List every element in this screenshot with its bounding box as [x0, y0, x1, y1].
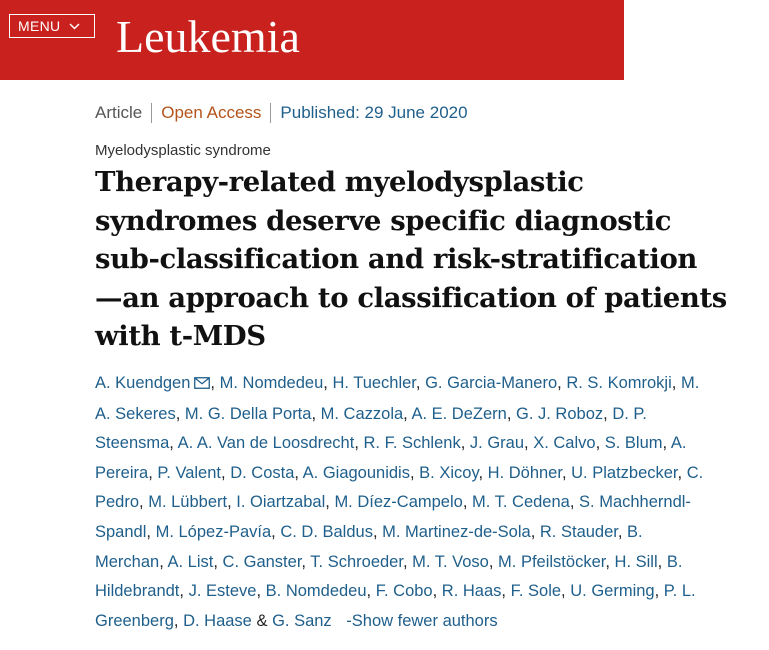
author-link[interactable]: J. Grau	[469, 434, 525, 453]
author-link[interactable]: A. E. DeZern	[411, 404, 507, 423]
author-link[interactable]: M. Pfeilstöcker	[498, 552, 606, 571]
author-link[interactable]: Pedro	[95, 493, 140, 512]
author-link[interactable]: A.	[670, 434, 687, 453]
author-link[interactable]: M. Nomdedeu	[219, 374, 324, 392]
author-link[interactable]: I. Oiartzabal	[236, 493, 326, 512]
author-link[interactable]: R. F. Schlenk	[363, 434, 461, 453]
author-line: Greenberg, D. Haase & G. Sanz -Show fewer authors	[95, 611, 498, 630]
author-link[interactable]: B. Nomdedeu	[265, 582, 367, 601]
author-link[interactable]: H. Döhner	[487, 463, 562, 482]
author-link[interactable]: F. Cobo	[375, 582, 433, 601]
author-link[interactable]: U. Platzbecker	[571, 463, 678, 482]
author-line: Spandl, M. López-Pavía, C. D. Baldus, M. Martinez-de-Sola, R. Stauder, B.	[95, 522, 643, 541]
author-link[interactable]: A. Kuendgen	[95, 374, 191, 392]
author-line: Pereira, P. Valent, D. Costa, A. Giagounidis, B. Xicoy, H. Döhner, U. Platzbecker, C.	[95, 463, 704, 482]
author-link[interactable]: H. Sill	[614, 552, 658, 571]
author-link[interactable]: M. Lübbert	[148, 493, 228, 512]
author-list	[95, 369, 745, 636]
subject-label[interactable]: Myelodysplastic syndrome	[95, 142, 271, 159]
author-link[interactable]: M. T. Cedena	[472, 493, 570, 512]
author-link[interactable]: R. S. Komrokji	[566, 374, 672, 392]
author-link[interactable]: A. A. Van de Loosdrecht	[177, 434, 355, 453]
author-link[interactable]: Hildebrandt	[95, 582, 180, 601]
title-line: with t-MDS	[95, 320, 266, 352]
author-line: Steensma, A. A. Van de Loosdrecht, R. F. Schlenk, J. Grau, X. Calvo, S. Blum, A.	[95, 434, 687, 453]
author-link[interactable]: D. Costa	[230, 463, 295, 482]
show-fewer-authors-link[interactable]: -Show fewer authors	[346, 611, 498, 630]
article-type: Article	[95, 103, 143, 122]
menu-label: MENU	[18, 18, 61, 34]
author-link[interactable]: P. Valent	[157, 463, 221, 482]
ampersand: &	[256, 611, 268, 630]
author-line: Merchan, A. List, C. Ganster, T. Schroeder, M. T. Voso, M. Pfeilstöcker, H. Sill, B.	[95, 552, 683, 571]
author-link[interactable]: M. Díez-Campelo	[334, 493, 463, 512]
article-meta	[95, 101, 468, 125]
author-link[interactable]: S. Machherndl-	[579, 493, 691, 512]
author-link[interactable]: T. Schroeder	[310, 552, 403, 571]
author-link[interactable]: Steensma	[95, 434, 170, 453]
author-link[interactable]: A. Giagounidis	[302, 463, 410, 482]
author-link[interactable]: M. Cazzola	[320, 404, 404, 423]
article-title	[95, 163, 755, 356]
published-date: Published: 29 June 2020	[280, 103, 468, 122]
author-link[interactable]: H. Tuechler	[332, 374, 416, 392]
chevron-down-icon	[69, 23, 80, 30]
author-link[interactable]: G. Garcia-Manero	[425, 374, 558, 392]
title-line: sub-classification and risk-stratification	[95, 243, 697, 275]
meta-divider	[270, 103, 271, 123]
author-link[interactable]: A. Sekeres	[95, 404, 176, 423]
title-line: syndromes deserve specific diagnostic	[95, 204, 672, 237]
author-link[interactable]: Greenberg	[95, 611, 174, 630]
author-link[interactable]: C.	[686, 463, 704, 482]
author-link[interactable]: C. Ganster	[222, 552, 302, 571]
author-link[interactable]: B.	[627, 522, 643, 541]
title-line: Therapy-related myelodysplastic	[95, 166, 584, 198]
author-link[interactable]: A. List	[167, 552, 214, 571]
author-link[interactable]: M. G. Della Porta	[184, 404, 312, 423]
mail-icon[interactable]	[194, 370, 210, 400]
author-link[interactable]: P. L.	[663, 582, 696, 601]
title-line: —an approach to classification of patients	[95, 281, 727, 314]
author-link[interactable]: Pereira	[95, 463, 149, 482]
author-link[interactable]: G. Sanz	[272, 611, 332, 630]
author-link[interactable]: B. Xicoy	[419, 463, 479, 482]
meta-divider	[151, 103, 152, 123]
author-link[interactable]: X. Calvo	[533, 434, 596, 453]
author-link[interactable]: G. J. Roboz	[516, 404, 604, 423]
author-line: Hildebrandt, J. Esteve, B. Nomdedeu, F. Cobo, R. Haas, F. Sole, U. Germing, P. L.	[95, 582, 696, 601]
author-link[interactable]: U. Germing	[570, 582, 655, 601]
author-line: A. Kuendgen , M. Nomdedeu, H. Tuechler, G. Garcia-Manero, R. S. Komrokji, M.	[95, 369, 745, 400]
journal-header	[0, 0, 624, 80]
open-access-badge: Open Access	[161, 103, 262, 122]
author-link[interactable]: D. P.	[612, 404, 647, 423]
author-link[interactable]: B.	[666, 552, 683, 571]
author-link[interactable]: M. López-Pavía	[155, 522, 272, 541]
author-line: Pedro, M. Lübbert, I. Oiartzabal, M. Díez-Campelo, M. T. Cedena, S. Machherndl-	[95, 493, 691, 512]
menu-button[interactable]	[9, 14, 95, 38]
author-link[interactable]: M. T. Voso	[412, 552, 489, 571]
author-link[interactable]: S. Blum	[604, 434, 663, 453]
journal-logo-text[interactable]: Leukemia	[116, 11, 300, 62]
author-link[interactable]: M. Martinez-de-Sola	[382, 522, 531, 541]
author-link[interactable]: C. D. Baldus	[280, 522, 373, 541]
author-link[interactable]: F. Sole	[510, 582, 562, 601]
author-link[interactable]: Spandl	[95, 522, 147, 541]
author-link[interactable]: M.	[680, 374, 700, 392]
author-link[interactable]: R. Stauder	[539, 522, 618, 541]
author-link[interactable]: Merchan	[95, 552, 160, 571]
author-link[interactable]: R. Haas	[441, 582, 502, 601]
author-link[interactable]: D. Haase	[183, 611, 252, 630]
author-link[interactable]: J. Esteve	[188, 582, 257, 601]
author-line: A. Sekeres, M. G. Della Porta, M. Cazzola, A. E. DeZern, G. J. Roboz, D. P.	[95, 404, 647, 423]
